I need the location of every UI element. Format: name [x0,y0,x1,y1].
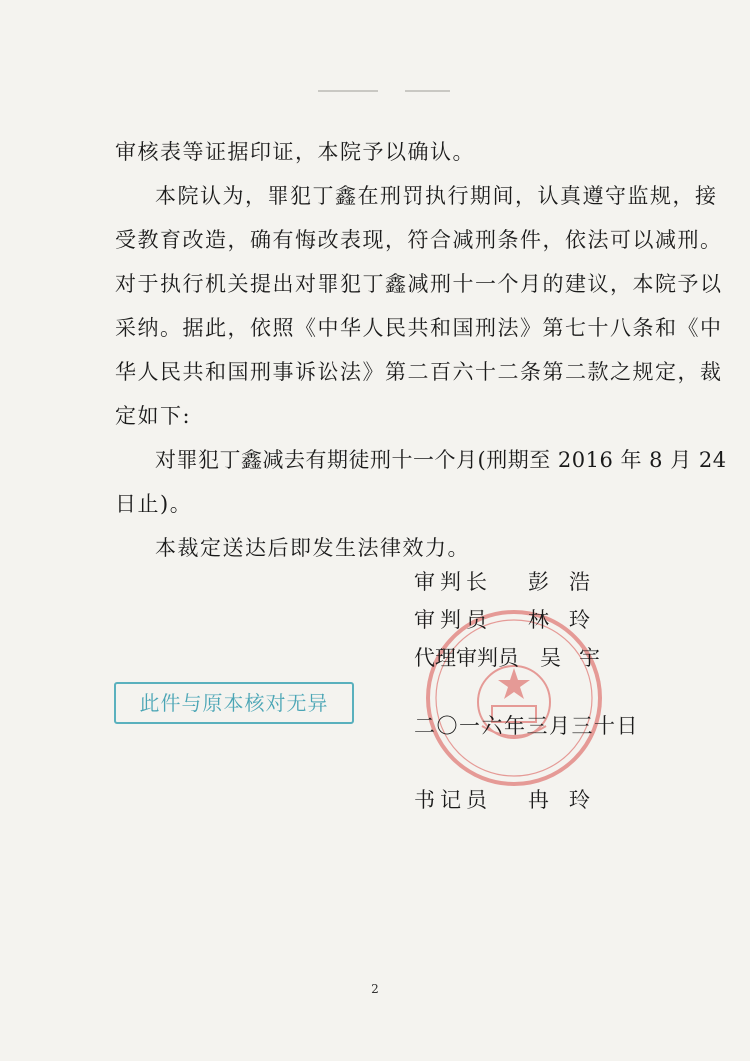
paragraph-line: 本院认为，罪犯丁鑫在刑罚执行期间，认真遵守监规，接 [155,184,718,208]
clerk-role: 书记员 [414,788,492,812]
paragraph-line: 审核表等证据印证，本院予以确认。 [115,140,475,164]
ruling-date: 二〇一六年三月三十日 [414,714,639,738]
paragraph-line: 定如下: [115,404,192,428]
clerk-name: 冉玲 [528,788,610,812]
paragraph-line: 对于执行机关提出对罪犯丁鑫减刑十一个月的建议，本院予以 [115,272,723,296]
page-number: 2 [371,982,379,996]
paragraph-line: 日止)。 [115,492,193,516]
chief-judge-role: 审判长 [414,570,492,594]
paragraph-line: 本裁定送达后即发生法律效力。 [155,536,470,560]
verification-stamp: 此件与原本核对无异 [114,682,354,724]
paragraph-line: 采纳。据此，依照《中华人民共和国刑法》第七十八条和《中 [115,316,723,340]
judge-name: 林玲 [528,608,610,632]
scan-artifact [405,90,450,92]
acting-judge-role: 代理审判员 [414,646,519,670]
acting-judge-name: 吴宇 [540,646,618,670]
chief-judge-name: 彭浩 [528,570,610,594]
paragraph-line: 受教育改造，确有悔改表现，符合减刑条件，依法可以减刑。 [115,228,723,252]
scan-artifact [318,90,378,92]
paragraph-line: 对罪犯丁鑫减去有期徒刑十一个月(刑期至 2016 年 8 月 24 [155,448,727,472]
paragraph-line: 华人民共和国刑事诉讼法》第二百六十二条第二款之规定，裁 [115,360,723,384]
judge-role: 审判员 [414,608,492,632]
